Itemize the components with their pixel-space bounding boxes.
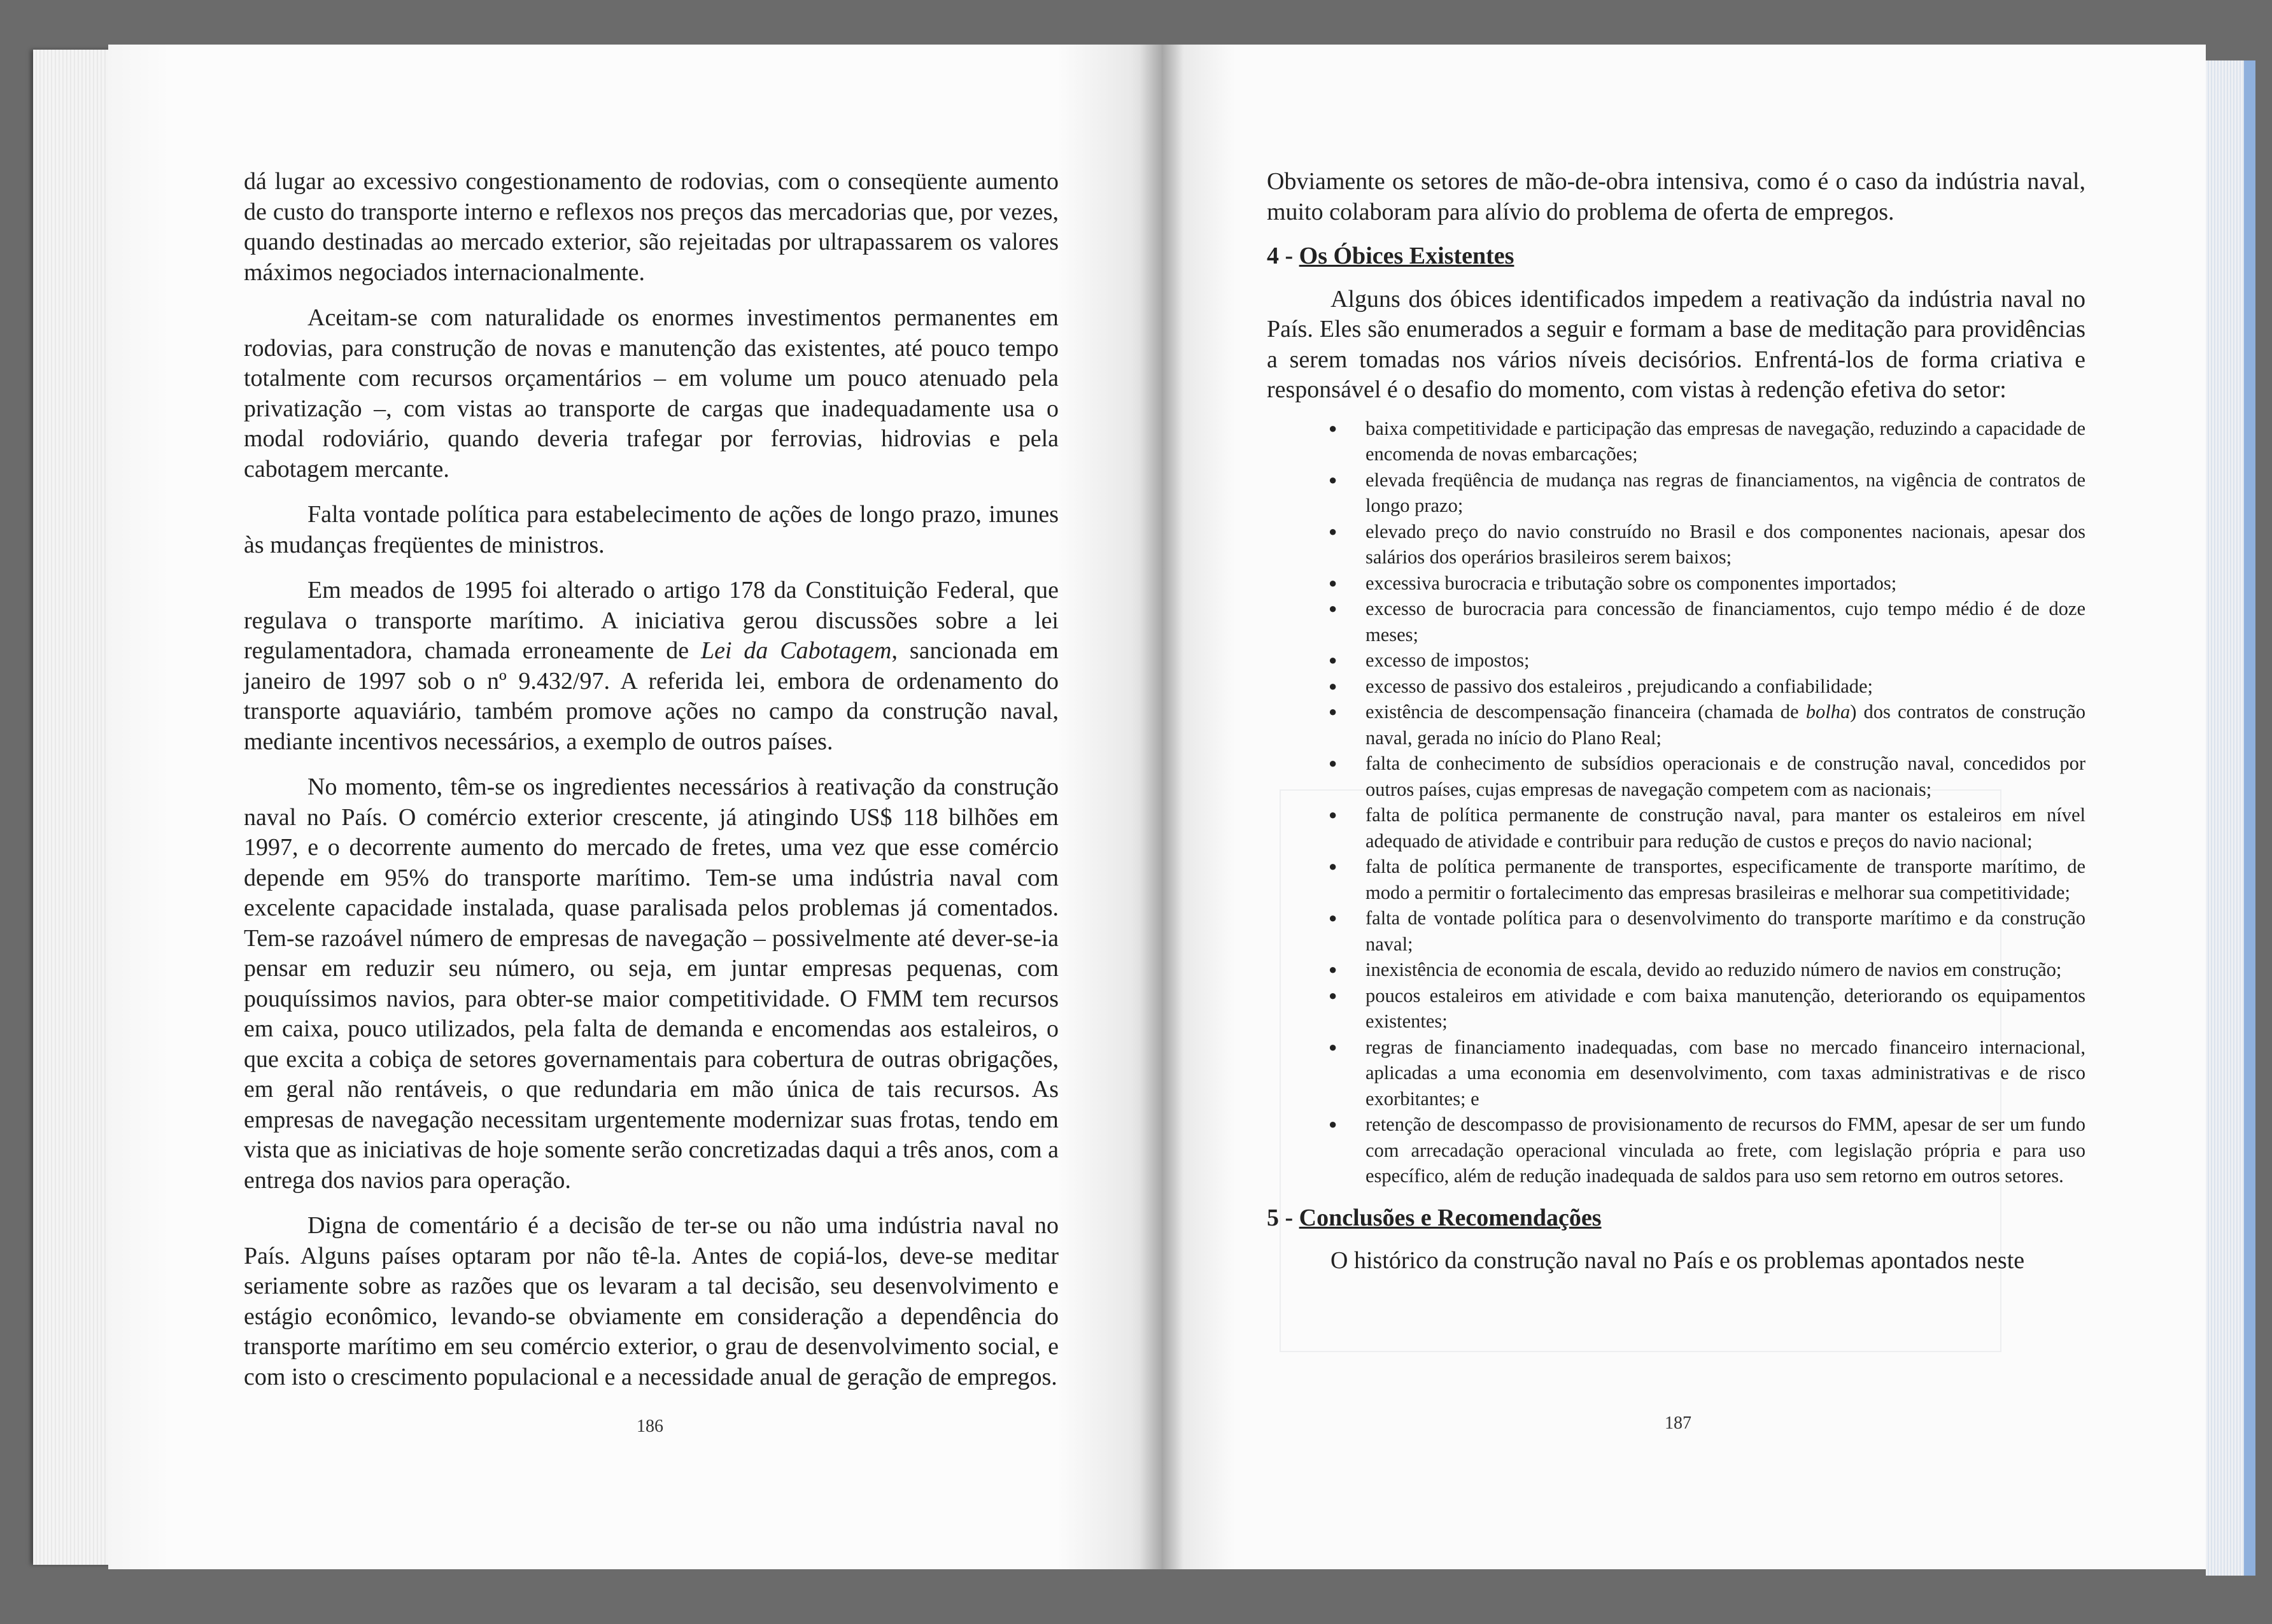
list-item: ● falta de conhecimento de subsídios operacionais e de construção naval, concedidos por outros países, cujas empresas de navegação competem com as nacionais; — [1365, 751, 2085, 802]
list-item: ● poucos estaleiros em atividade e com baixa manutenção, deteriorando os equipamentos existentes; — [1365, 983, 2085, 1034]
paragraph-constitution — [244, 575, 1059, 757]
section-5-heading — [1267, 1203, 2085, 1234]
italic-law-name: Lei da Cabotagem — [700, 637, 892, 664]
text-run: , sancionada em janeiro de 1997 sob o nº 9.432/97. A referida lei, embora de ordenamento do transporte aquaviário, também promove ações no campo da construção naval, mediante incentivos necessários, a exemplo de outros países. — [244, 637, 1059, 755]
left-page-text — [244, 167, 1059, 1408]
section-4-heading — [1267, 241, 2085, 272]
section-title: Os Óbices Existentes — [1299, 243, 1514, 269]
list-item: ● retenção de descompasso de provisionamento de recursos do FMM, apesar de ser um fundo com arrecadação operacional vinculada ao frete, com legislação própria e para uso específico, além de redução inadequada de saldos para uso sem retorno em outros setores. — [1365, 1112, 2085, 1189]
list-item: ● excesso de impostos; — [1365, 647, 2085, 674]
paragraph-conclusions: O histórico da construção naval no País e os problemas apontados neste — [1330, 1247, 2025, 1274]
text-run: Em meados de 1995 foi alterado o artigo 178 da Constituição Federal, que regulava o transporte marítimo. A iniciativa gerou discussões sobre a lei regulamentadora, chamada erroneamente de — [244, 577, 1059, 664]
paragraph-decision: Digna de comentário é a decisão de ter-se ou não uma indústria naval no País. Alguns países optaram por não tê-la. Antes de copiá-los, deve-se meditar seriamente sobre as razões que os levaram a tal decisão, seu desenvolvimento e estágio econômico, levando-se obviamente em consideração a dependência do transporte marítimo em seu comércio exterior, o grau de desenvolvimento social, e com isto o crescimento populacional e a necessidade anual de geração de empregos. — [244, 1212, 1059, 1390]
list-item — [1365, 699, 2085, 751]
left-page-stack-edge — [33, 50, 116, 1565]
section-number: 5 - — [1267, 1204, 1299, 1231]
section-title: Conclusões e Recomendações — [1299, 1204, 1602, 1231]
section-number: 4 - — [1267, 243, 1299, 269]
book-spine-shadow — [1140, 45, 1184, 1569]
right-page-text — [1267, 167, 2085, 1292]
text-run: ) dos contratos de construção naval, gerada no início do Plano Real; — [1365, 701, 2085, 749]
obstacles-list — [1267, 416, 2085, 1189]
page-number-left: 186 — [637, 1416, 663, 1436]
paragraph-current-moment: No momento, têm-se os ingredientes necessários à reativação da construção naval no País. O comércio exterior crescente, já atingindo US$ 118 bilhões em 1997, e o decorrente aumento do mercado de fretes, uma vez que esse comércio depende em 95% do transporte marítimo. Tem-se uma indústria naval com excelente capacidade instalada, quase paralisada pelos problemas já comentados. Tem-se razoável número de empresas de navegação – possivelmente até dever-se-ia pensar em reduzir seu número, ou seja, em juntar empresas pequenas, com pouquíssimos navios, para obter-se maior competitividade. O FMM tem recursos em caixa, pouco utilizados, pela falta de demanda e encomendas aos estaleiros, o que excita a cobiça de setores governamentais para cobertura de outras obrigações, em geral não rentáveis, o que redundaria em mão única de tais recursos. As empresas de navegação necessitam urgentemente modernizar suas frotas, tendo em vista que as iniciativas de hoje somente serão concretizadas daqui a três anos, com a entrega dos navios para operação. — [244, 773, 1059, 1194]
paragraph-intro: Obviamente os setores de mão-de-obra intensiva, como é o caso da indústria naval, muito colaboram para alívio do problema de oferta de empregos. — [1267, 168, 2085, 225]
paragraph-continued: dá lugar ao excessivo congestionamento de rodovias, com o conseqüente aumento de custo do transporte interno e reflexos nos preços das mercadorias que, por vezes, quando destinadas ao mercado exterior, são rejeitadas por ultrapassarem os valores máximos negociados internacionalmente. — [244, 168, 1059, 286]
list-item: ● elevado preço do navio construído no Brasil e dos componentes nacionais, apesar dos salários dos operários brasileiros serem baixos; — [1365, 519, 2085, 570]
list-item: ● falta de política permanente de construção naval, para manter os estaleiros em nível adequado de atividade e contribuir para redução de custos e preços do navio nacional; — [1365, 802, 2085, 854]
list-item: ● elevada freqüência de mudança nas regras de financiamentos, na vigência de contratos de longo prazo; — [1365, 467, 2085, 519]
list-item: ● regras de financiamento inadequadas, com base no mercado financeiro internacional, aplicadas a uma economia em desenvolvimento, com taxas administrativas e de risco exorbitantes; e — [1365, 1034, 2085, 1112]
list-item: ● inexistência de economia de escala, devido ao reduzido número de navios em construção; — [1365, 957, 2085, 983]
right-page-stack-edge — [2206, 60, 2244, 1576]
italic-term: bolha — [1805, 701, 1851, 723]
list-item: ● falta de vontade política para o desenvolvimento do transporte marítimo e da construção naval; — [1365, 905, 2085, 957]
text-run: existência de descompensação financeira (chamada de — [1365, 701, 1806, 723]
list-item: ● excesso de passivo dos estaleiros , prejudicando a confiabilidade; — [1365, 674, 2085, 700]
page-number-right: 187 — [1665, 1413, 1691, 1433]
list-item: ● excesso de burocracia para concessão de financiamentos, cujo tempo médio é de doze meses; — [1365, 596, 2085, 647]
list-item: ● excessiva burocracia e tributação sobre os componentes importados; — [1365, 570, 2085, 597]
paragraph-investments: Aceitam-se com naturalidade os enormes investimentos permanentes em rodovias, para construção de novas e manutenção das existentes, até pouco tempo totalmente com recursos orçamentários – em volume um pouco atenuado pela privatização –, com vistas ao transporte de cargas que inadequadamente usa o modal rodoviário, quando deveria trafegar por ferrovias, hidrovias e pela cabotagem mercante. — [244, 304, 1059, 483]
list-item: ● falta de política permanente de transportes, especificamente de transporte marítimo, de modo a permitir o fortalecimento das empresas brasileiras e melhorar sua competitividade; — [1365, 854, 2085, 905]
paragraph-political-will: Falta vontade política para estabelecimento de ações de longo prazo, imunes às mudanças freqüentes de ministros. — [244, 501, 1059, 558]
list-item: ● baixa competitividade e participação das empresas de navegação, reduzindo a capacidade de encomenda de novas embarcações; — [1365, 416, 2085, 467]
paragraph-obstacles-intro: Alguns dos óbices identificados impedem a reativação da indústria naval no País. Eles são enumerados a seguir e formam a base de meditação para providências a serem tomadas nos vários níveis decisórios. Enfrentá-los de forma criativa e responsável é o desafio do momento, com vistas à redenção efetiva do setor: — [1267, 285, 2085, 403]
